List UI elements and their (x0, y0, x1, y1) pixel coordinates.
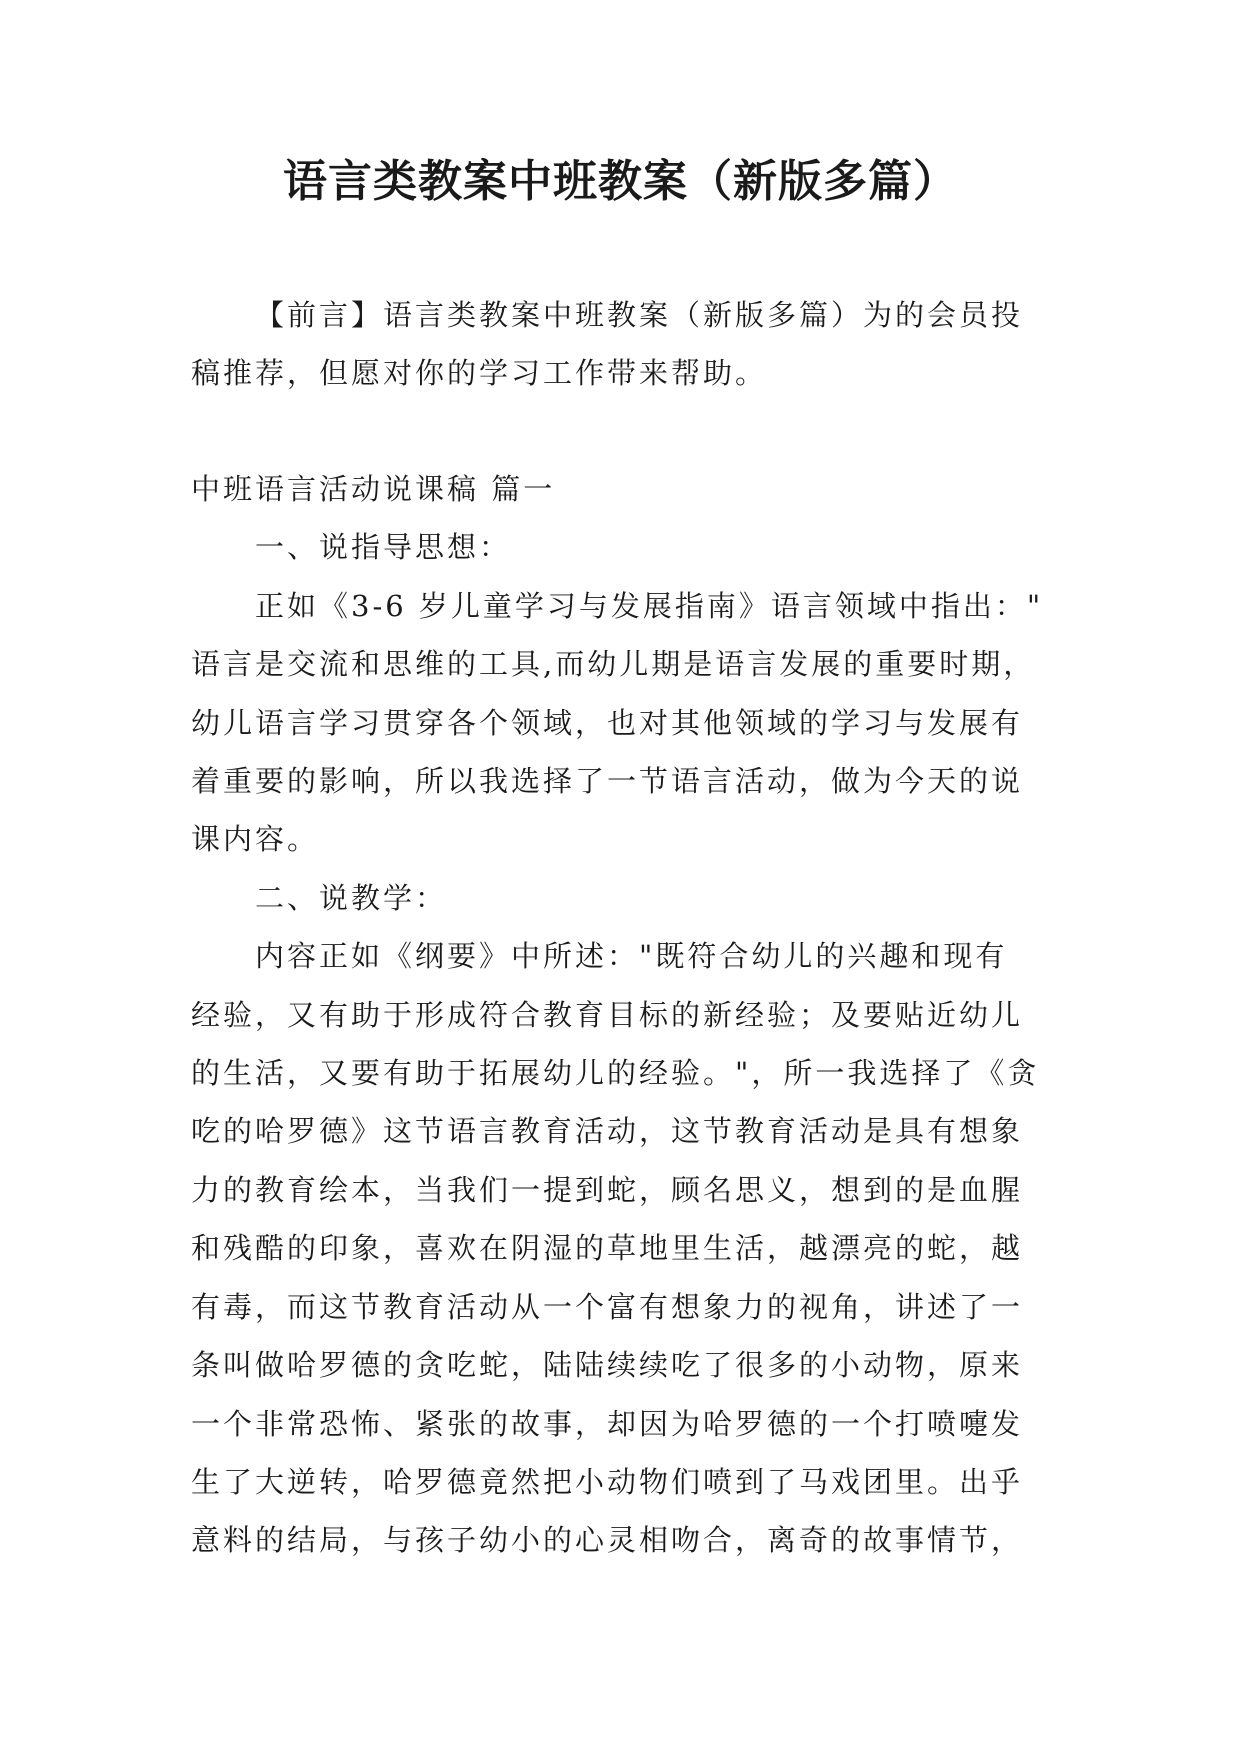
para1-line: 正如《3-6 岁儿童学习与发展指南》语言领域中指出：" (255, 588, 1044, 623)
preface-line-2: 稿推荐，但愿对你的学习工作带来帮助。 (191, 356, 768, 391)
para2-line: 经验，又有助于形成符合教育目标的新经验；及要贴近幼儿 (191, 997, 1024, 1032)
para2-line: 力的教育绘本，当我们一提到蛇，顾名思义，想到的是血腥 (191, 1172, 1024, 1207)
para2-line: 一个非常恐怖、紧张的故事，却因为哈罗德的一个打喷嚏发 (191, 1406, 1024, 1441)
para1-line: 课内容。 (191, 822, 320, 857)
para1-line: 幼儿语言学习贯穿各个领域，也对其他领域的学习与发展有 (191, 705, 1024, 740)
preface-block (191, 286, 1051, 403)
para2-line: 条叫做哈罗德的贪吃蛇，陆陆续续吃了很多的小动物，原来 (191, 1348, 1024, 1383)
para2-line: 和残酷的印象，喜欢在阴湿的草地里生活，越漂亮的蛇，越 (191, 1231, 1024, 1266)
para1-line: 语言是交流和思维的工具,而幼儿期是语言发展的重要时期， (191, 647, 1036, 682)
para2-line: 意料的结局，与孩子幼小的心灵相吻合，离奇的故事情节， (191, 1523, 1024, 1558)
para2-line: 吃的哈罗德》这节语言教育活动，这节教育活动是具有想象 (191, 1114, 1024, 1149)
para2-line: 有毒，而这节教育活动从一个富有想象力的视角，讲述了一 (191, 1289, 1024, 1324)
para1-line: 着重要的影响，所以我选择了一节语言活动，做为今天的说 (191, 764, 1024, 799)
preface-line-1: 【前言】语言类教案中班教案（新版多篇）为的会员投 (255, 298, 1024, 332)
section-block (191, 460, 1051, 1570)
section-heading: 中班语言活动说课稿 篇一 (191, 472, 556, 506)
subheading-teaching: 二、说教学： (255, 880, 448, 915)
subheading-guiding-thought: 一、说指导思想： (255, 530, 512, 565)
para2-line: 生了大逆转，哈罗德竟然把小动物们喷到了马戏团里。出乎 (191, 1464, 1024, 1499)
document-title: 语言类教案中班教案（新版多篇） (283, 156, 958, 207)
para2-line: 内容正如《纲要》中所述："既符合幼儿的兴趣和现有 (255, 939, 1008, 974)
para2-line: 的生活，又要有助于拓展幼儿的经验。"，所一我选择了《贪 (191, 1056, 1040, 1091)
